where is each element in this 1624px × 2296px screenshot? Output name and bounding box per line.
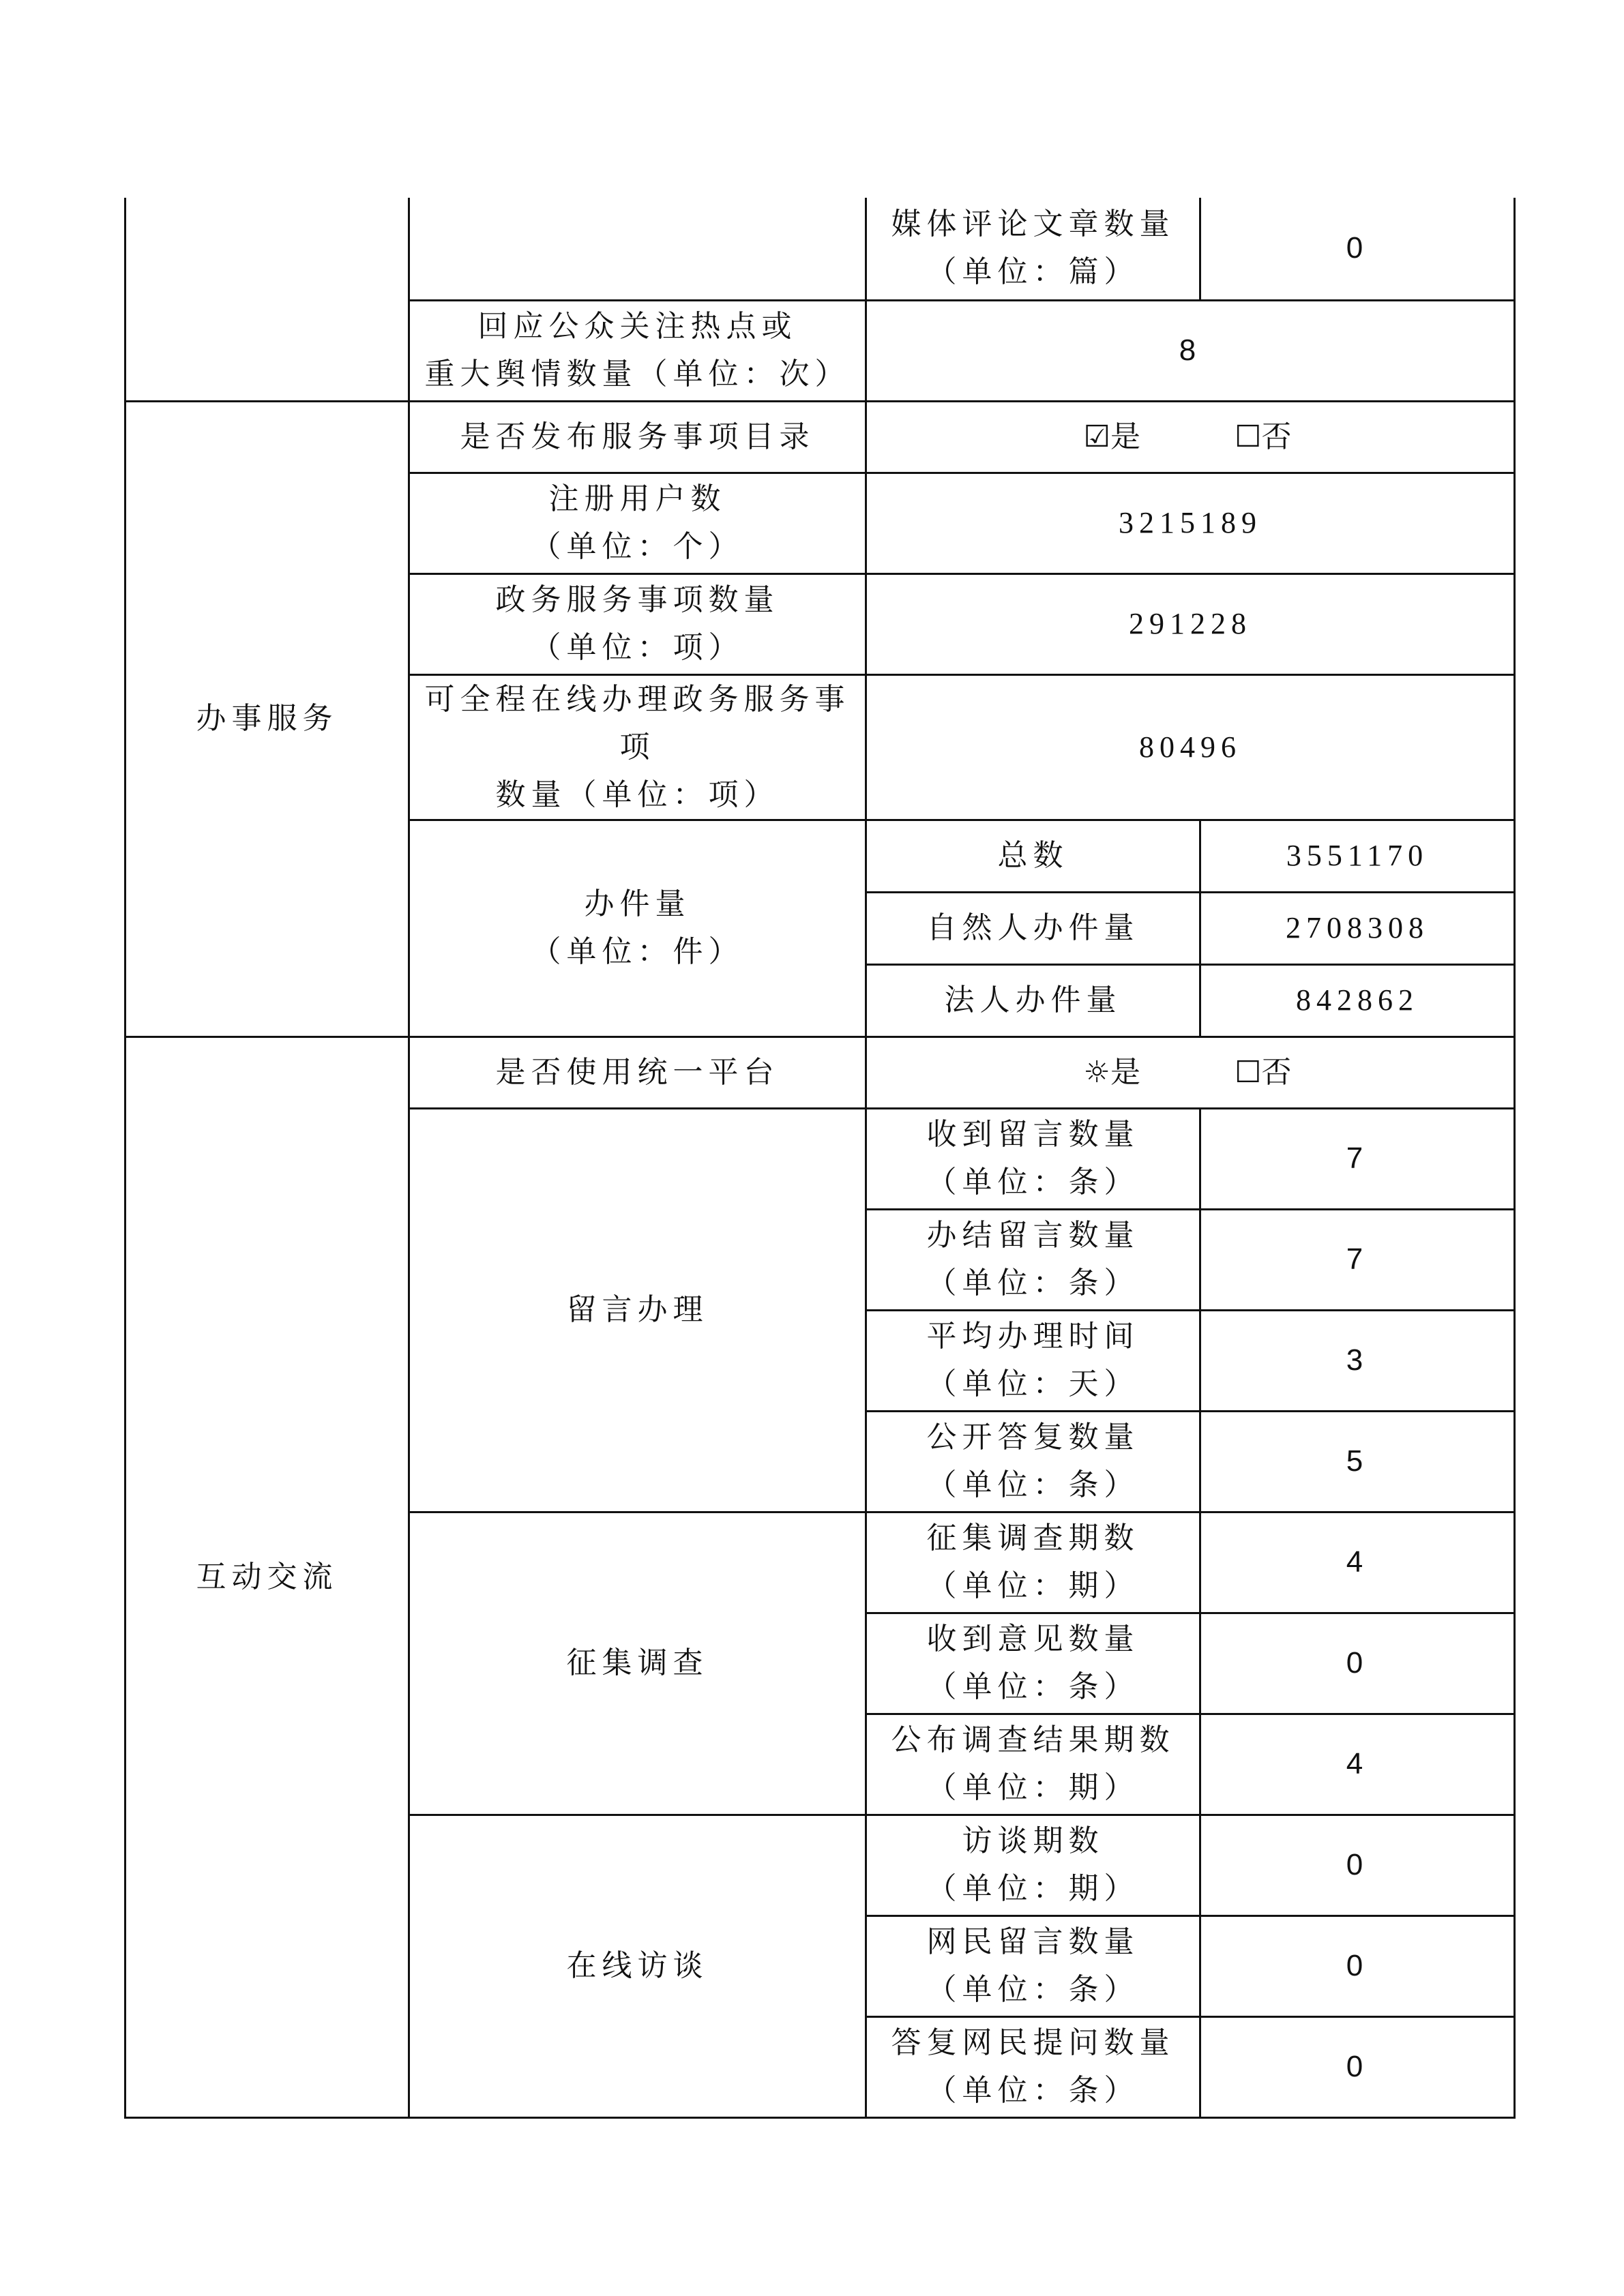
sub-label <box>866 1613 1200 1714</box>
option-no-label: 否 <box>1261 419 1297 454</box>
label-line: 公开答复数量 <box>926 1420 1140 1455</box>
sub-value: 0 <box>1200 1915 1515 2016</box>
table-row <box>126 198 1515 300</box>
option-yes <box>1084 1049 1146 1097</box>
label-unit: （单位：条） <box>926 1266 1140 1300</box>
row-value: 3215189 <box>866 473 1515 573</box>
label-unit: （单位：项） <box>531 630 744 665</box>
group-messages: 留言办理 <box>409 1108 866 1512</box>
sub-label <box>866 1310 1200 1411</box>
row-value: 80496 <box>866 674 1515 820</box>
group-interview: 在线访谈 <box>409 1815 866 2117</box>
row-value: 8 <box>866 300 1515 401</box>
empty-box-icon: ☐ <box>1235 419 1262 454</box>
sub-label: 自然人办件量 <box>866 892 1200 964</box>
sub-label <box>866 1815 1200 1915</box>
table-row <box>126 401 1515 473</box>
label-line: 注册用户数 <box>548 481 726 516</box>
sub-value: 842862 <box>1200 964 1515 1037</box>
category-cell-continued <box>126 198 409 401</box>
label-line: 政务服务事项数量 <box>495 582 780 617</box>
sub-label <box>866 1209 1200 1310</box>
category-interaction: 互动交流 <box>126 1037 409 2117</box>
sub-value: 0 <box>1200 1613 1515 1714</box>
option-no <box>1235 413 1297 461</box>
sub-value: 0 <box>1200 1815 1515 1915</box>
sub-value: 4 <box>1200 1512 1515 1613</box>
category-service: 办事服务 <box>126 401 409 1037</box>
row-label <box>409 674 866 820</box>
label-line: 公布调查结果期数 <box>891 1723 1175 1757</box>
label-unit: （单位：条） <box>926 1669 1140 1704</box>
sub-label <box>866 2016 1200 2117</box>
table-row <box>126 1037 1515 1108</box>
sub-value: 7 <box>1200 1108 1515 1209</box>
sub-value: 5 <box>1200 1411 1515 1512</box>
label-unit: （单位：期） <box>926 1568 1140 1603</box>
government-disclosure-table <box>124 198 1516 2119</box>
label-unit: （单位：期） <box>926 1871 1140 1906</box>
sun-icon: ☼ <box>1083 1054 1110 1090</box>
group-cell-continued <box>409 198 866 300</box>
label-unit: （单位：条） <box>926 2073 1140 2108</box>
sub-label <box>866 1714 1200 1815</box>
label-line: 办件量 <box>584 886 691 921</box>
row-value: 0 <box>1200 198 1515 300</box>
label-line: 收到意见数量 <box>926 1622 1140 1656</box>
sub-value: 7 <box>1200 1209 1515 1310</box>
label-line: 媒体评论文章数量 <box>891 207 1175 242</box>
empty-box-icon: ☐ <box>1235 1054 1262 1090</box>
label-unit: （单位：期） <box>926 1770 1140 1805</box>
sub-label <box>866 1915 1200 2016</box>
option-no <box>1235 1049 1297 1097</box>
catalog-options <box>866 401 1515 473</box>
label-line: 办结留言数量 <box>926 1218 1140 1253</box>
label-unit: （单位：条） <box>926 1165 1140 1199</box>
row-label <box>409 473 866 573</box>
group-survey: 征集调查 <box>409 1512 866 1815</box>
option-yes <box>1084 413 1146 461</box>
label-unit: （单位：篇） <box>926 254 1140 290</box>
label-unit: 数量（单位：项） <box>495 777 780 812</box>
sub-label: 法人办件量 <box>866 964 1200 1037</box>
label-unit: （单位：天） <box>926 1367 1140 1401</box>
option-yes-label: 是 <box>1110 1054 1146 1090</box>
row-label <box>409 573 866 674</box>
row-label <box>409 300 866 401</box>
row-label: 是否发布服务事项目录 <box>409 401 866 473</box>
label-line: 收到留言数量 <box>926 1117 1140 1152</box>
label-line: 网民留言数量 <box>926 1924 1140 1959</box>
option-no-label: 否 <box>1261 1054 1297 1090</box>
label-line: 回应公众关注热点或 <box>477 309 797 344</box>
label-unit: （单位：件） <box>531 934 744 969</box>
sub-label <box>866 1512 1200 1613</box>
option-yes-label: 是 <box>1110 419 1146 454</box>
sub-value: 2708308 <box>1200 892 1515 964</box>
label-line: 平均办理时间 <box>926 1319 1140 1354</box>
row-label: 是否使用统一平台 <box>409 1037 866 1108</box>
label-unit: 重大舆情数量（单位：次） <box>424 357 851 391</box>
sub-label <box>866 1108 1200 1209</box>
label-unit: （单位：条） <box>926 1972 1140 2007</box>
row-value: 291228 <box>866 573 1515 674</box>
sub-label <box>866 1411 1200 1512</box>
volume-label <box>409 820 866 1037</box>
label-line: 可全程在线办理政务服务事项 <box>424 681 851 764</box>
row-label <box>866 198 1200 300</box>
sub-value: 4 <box>1200 1714 1515 1815</box>
label-unit: （单位：个） <box>531 529 744 564</box>
sub-value: 3551170 <box>1200 820 1515 892</box>
sub-label: 总数 <box>866 820 1200 892</box>
sub-value: 3 <box>1200 1310 1515 1411</box>
platform-options <box>866 1037 1515 1108</box>
label-line: 访谈期数 <box>962 1823 1104 1858</box>
sub-value: 0 <box>1200 2016 1515 2117</box>
label-line: 答复网民提问数量 <box>891 2025 1175 2060</box>
label-line: 征集调查期数 <box>926 1521 1140 1555</box>
label-unit: （单位：条） <box>926 1467 1140 1502</box>
checked-box-icon: ☑ <box>1083 419 1110 454</box>
